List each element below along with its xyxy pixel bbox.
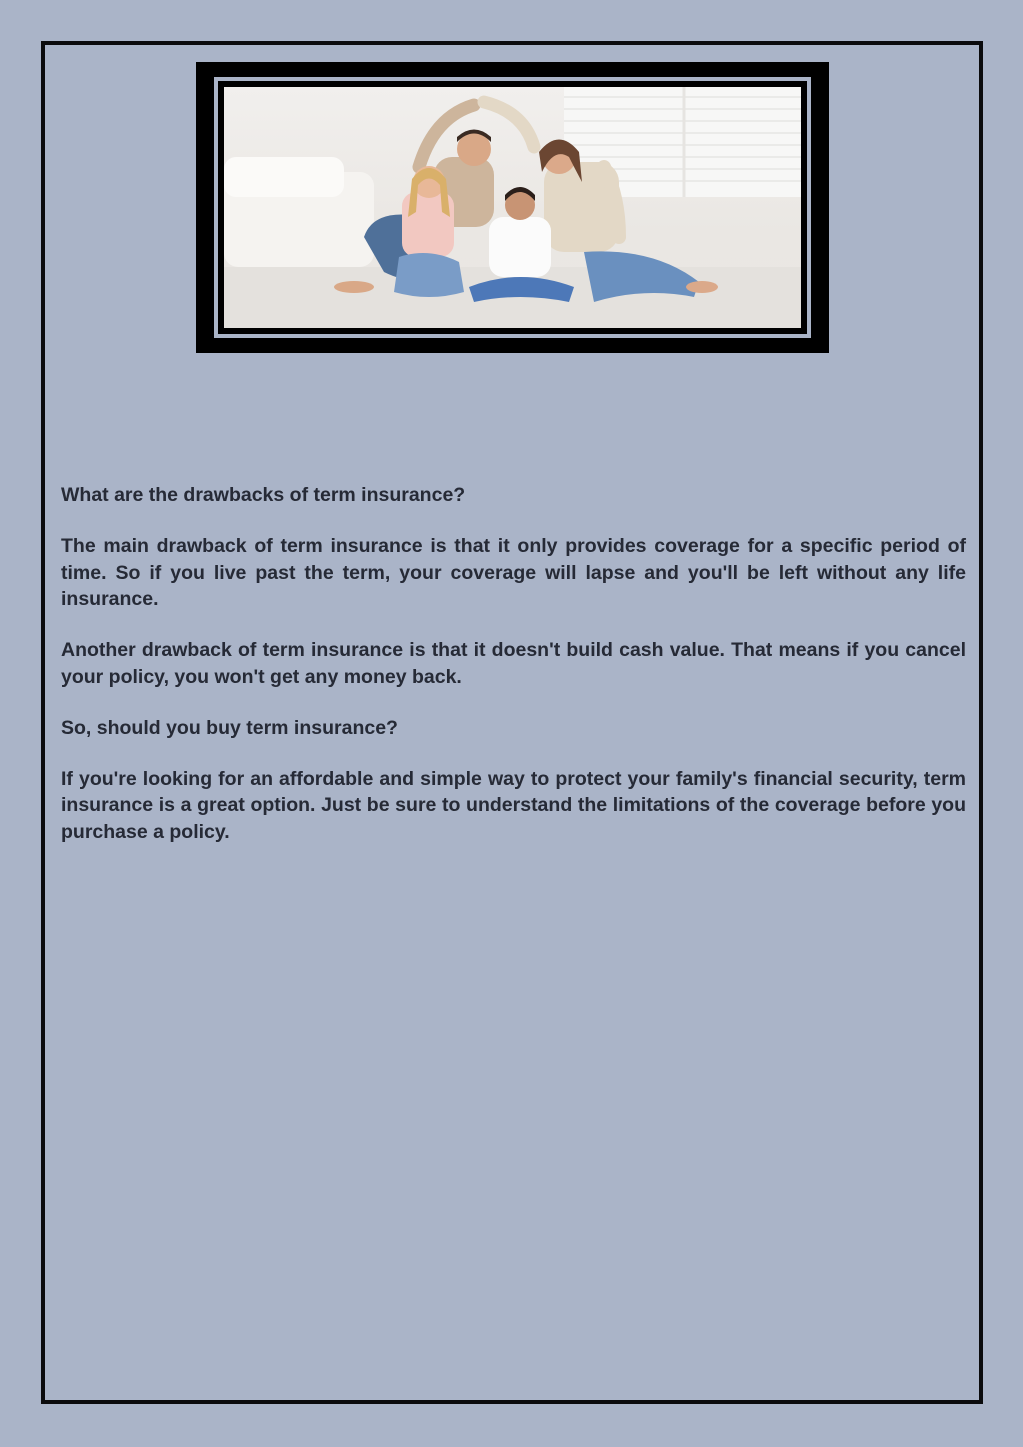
family-under-roof-illustration <box>224 87 801 328</box>
page-frame <box>41 41 983 1404</box>
photo-frame <box>196 62 829 353</box>
paragraph-coverage-period: The main drawback of term insurance is that it only provides coverage for a specific period of time. So if you live past the term, your coverage will lapse and you'll be left without any life insurance. <box>61 535 966 610</box>
paragraph-cash-value: Another drawback of term insurance is that it doesn't build cash value. That means if you cancel your policy, you won't get any money back. <box>61 639 966 688</box>
paragraph-conclusion: If you're looking for an affordable and simple way to protect your family's financial security, term insurance is a great option. Just be sure to understand the limitations of the coverage before you purchase a policy. <box>61 767 966 843</box>
question-heading: So, should you buy term insurance? <box>61 716 398 739</box>
article-heading: What are the drawbacks of term insurance? <box>61 484 466 506</box>
family-photo <box>224 87 801 328</box>
photo-inner-border <box>214 77 811 338</box>
article <box>61 482 966 870</box>
